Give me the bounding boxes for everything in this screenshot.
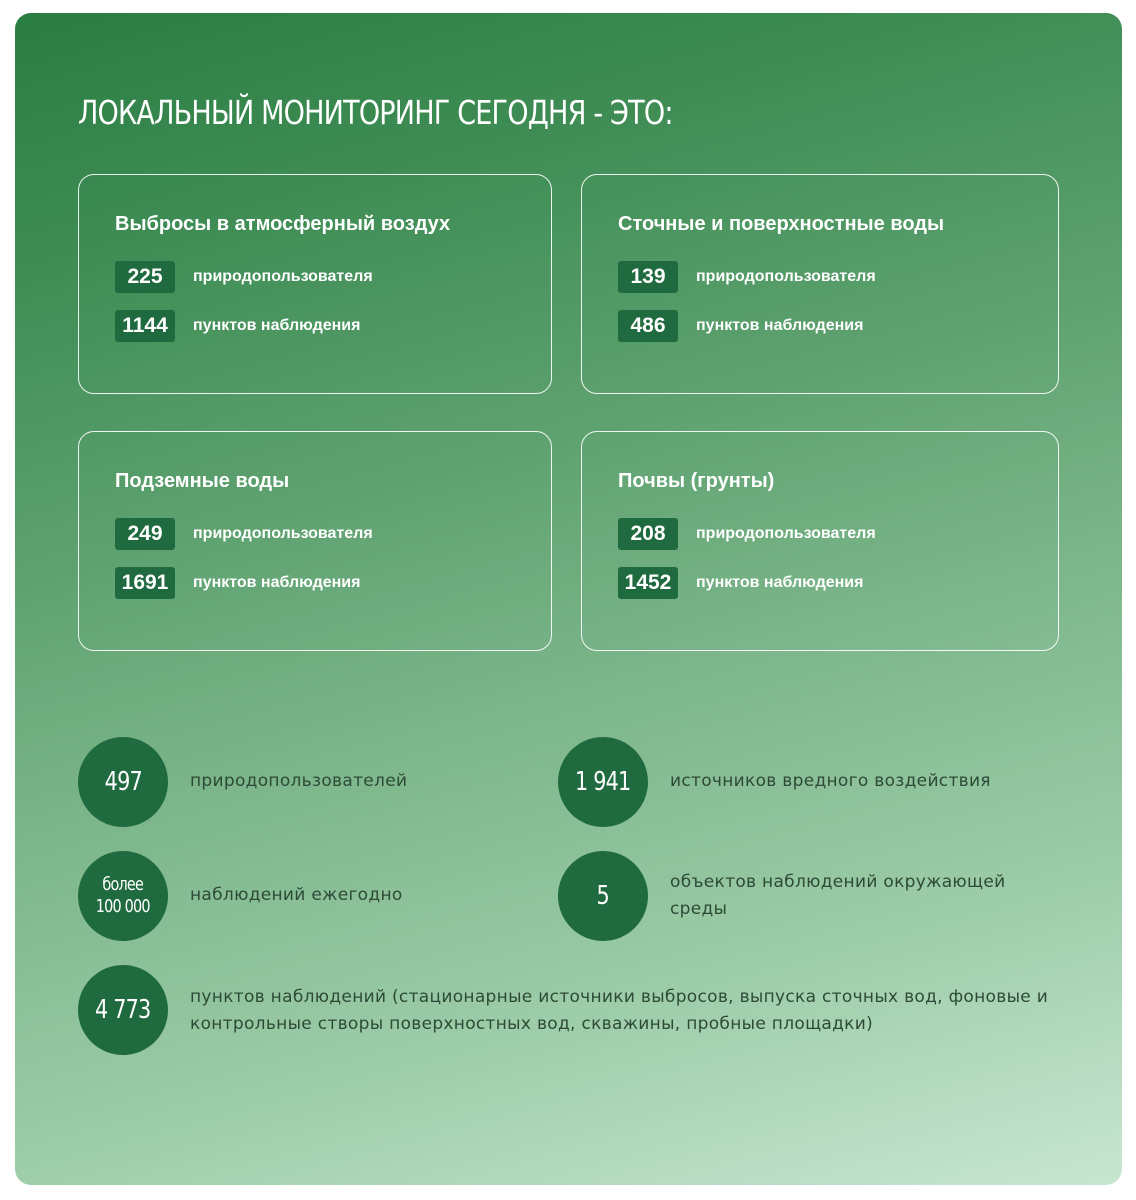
fact-value-line2: 100 000 — [96, 896, 150, 917]
stat-badge: 1452 — [618, 567, 678, 599]
card-air-emissions — [78, 174, 552, 394]
stat-row-points — [115, 310, 360, 342]
fact-text-line2: контрольные створы поверхностных вод, скважины, пробные площадки) — [190, 1014, 874, 1034]
card-title: Сточные и поверхностные воды — [618, 213, 945, 235]
card-waste-surface-water — [581, 174, 1059, 394]
stat-badge: 249 — [115, 518, 175, 550]
stat-row-users — [618, 518, 876, 550]
fact-circle-objects — [558, 851, 648, 941]
fact-circle-sources — [558, 737, 648, 827]
monitoring-panel — [15, 13, 1122, 1185]
stat-row-points — [115, 567, 360, 599]
stat-row-points — [618, 567, 863, 599]
fact-text — [190, 984, 1090, 1038]
stat-row-users — [618, 261, 876, 293]
stat-label: пунктов наблюдения — [193, 574, 361, 591]
card-title: Подземные воды — [115, 470, 290, 492]
fact-circle-users — [78, 737, 168, 827]
stat-badge: 1691 — [115, 567, 175, 599]
fact-text-line1: объектов наблюдений окружающей — [670, 872, 1006, 892]
fact-text: природопользователей — [190, 771, 408, 791]
stat-row-points — [618, 310, 863, 342]
fact-value: 497 — [104, 767, 142, 797]
fact-text — [670, 869, 1005, 923]
card-title: Выбросы в атмосферный воздух — [115, 213, 451, 235]
fact-value: 1 941 — [575, 767, 631, 797]
card-title: Почвы (грунты) — [618, 470, 775, 492]
card-groundwater — [78, 431, 552, 651]
stat-badge: 139 — [618, 261, 678, 293]
stat-row-users — [115, 518, 373, 550]
fact-text-line2: среды — [670, 899, 728, 919]
stat-label: природопользователя — [696, 525, 876, 542]
stat-label: пунктов наблюдения — [193, 317, 361, 334]
stat-label: природопользователя — [193, 268, 373, 285]
stat-badge: 1144 — [115, 310, 175, 342]
stat-label: природопользователя — [193, 525, 373, 542]
fact-text: наблюдений ежегодно — [190, 885, 403, 905]
fact-circle-observations — [78, 851, 168, 941]
fact-value: 5 — [596, 881, 610, 911]
fact-value-line1: более — [102, 874, 144, 895]
stat-label: пунктов наблюдения — [696, 574, 864, 591]
stat-row-users — [115, 261, 373, 293]
card-soils — [581, 431, 1059, 651]
fact-value: 4 773 — [95, 995, 151, 1025]
stat-badge: 486 — [618, 310, 678, 342]
stat-badge: 208 — [618, 518, 678, 550]
stat-label: пунктов наблюдения — [696, 317, 864, 334]
stat-badge: 225 — [115, 261, 175, 293]
fact-circle-points — [78, 965, 168, 1055]
fact-text: источников вредного воздействия — [670, 771, 991, 791]
fact-text-line1: пунктов наблюдений (стационарные источники выбросов, выпуска сточных вод, фоновые и — [190, 987, 1049, 1007]
stat-label: природопользователя — [696, 268, 876, 285]
page-title: ЛОКАЛЬНЫЙ МОНИТОРИНГ СЕГОДНЯ - ЭТО: — [78, 93, 673, 132]
